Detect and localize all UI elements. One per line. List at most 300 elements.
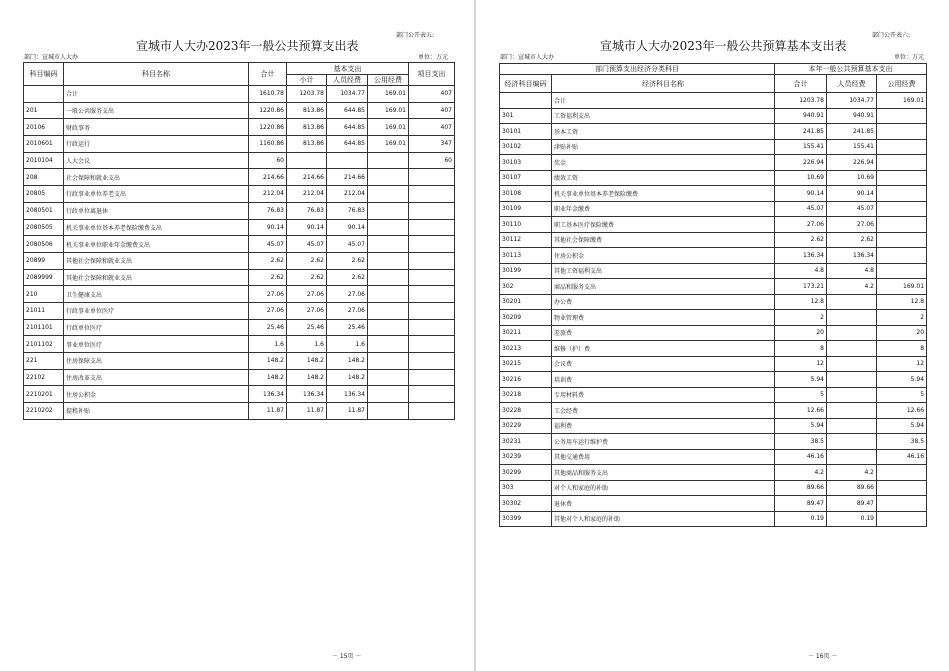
cell-code: 2010601 bbox=[24, 136, 64, 153]
cell-code: 2080506 bbox=[24, 236, 64, 253]
cell-personnel: 2.62 bbox=[327, 269, 368, 286]
cell-name: 行政事业单位养老支出 bbox=[64, 186, 249, 203]
header-code: 科目编码 bbox=[24, 63, 64, 86]
cell-code: 30107 bbox=[500, 170, 552, 186]
cell-name: 其他社会保障和就业支出 bbox=[64, 269, 249, 286]
cell-public bbox=[368, 302, 409, 319]
cell-public: 12.66 bbox=[877, 403, 927, 419]
cell-name: 公务用车运行维护费 bbox=[552, 434, 775, 450]
cell-personnel: 226.94 bbox=[827, 155, 877, 171]
cell-public bbox=[368, 286, 409, 303]
cell-name: 差旅费 bbox=[552, 325, 775, 341]
header-personnel: 人员经费 bbox=[327, 75, 368, 86]
cell-public bbox=[877, 232, 927, 248]
cell-name: 维修（护）费 bbox=[552, 341, 775, 357]
cell-total: 148.2 bbox=[249, 353, 287, 370]
table-body bbox=[500, 93, 927, 527]
header-subtotal: 小计 bbox=[287, 75, 327, 86]
cell-personnel: 644.85 bbox=[327, 119, 368, 136]
cell-project bbox=[409, 302, 455, 319]
cell-total: 1160.86 bbox=[249, 136, 287, 153]
cell-code: 30215 bbox=[500, 356, 552, 372]
cell-public bbox=[368, 169, 409, 186]
cell-public bbox=[368, 186, 409, 203]
cell-subtotal bbox=[287, 152, 327, 169]
cell-total: 212.04 bbox=[249, 186, 287, 203]
table-row bbox=[24, 152, 455, 169]
cell-public bbox=[368, 202, 409, 219]
cell-project bbox=[409, 319, 455, 336]
cell-code: 2210202 bbox=[24, 403, 64, 420]
cell-personnel: 76.83 bbox=[327, 202, 368, 219]
cell-total: 1220.86 bbox=[249, 119, 287, 136]
cell-personnel: 2.62 bbox=[327, 252, 368, 269]
table-row bbox=[500, 170, 927, 186]
cell-public bbox=[877, 201, 927, 217]
table-row bbox=[24, 102, 455, 119]
cell-public bbox=[368, 369, 409, 386]
cell-personnel: 0.19 bbox=[827, 511, 877, 527]
table-row bbox=[500, 201, 927, 217]
cell-public bbox=[368, 403, 409, 420]
cell-total: 241.85 bbox=[775, 124, 827, 140]
cell-public: 5.94 bbox=[877, 372, 927, 388]
cell-personnel: 1034.77 bbox=[827, 93, 877, 109]
table-row bbox=[24, 302, 455, 319]
cell-total: 4.2 bbox=[775, 465, 827, 481]
cell-subtotal: 11.87 bbox=[287, 403, 327, 420]
table-row bbox=[24, 319, 455, 336]
cell-public bbox=[877, 511, 927, 527]
header-name: 经济科目名称 bbox=[552, 75, 775, 93]
cell-personnel: 241.85 bbox=[827, 124, 877, 140]
table-row bbox=[500, 139, 927, 155]
cell-name: 福利费 bbox=[552, 418, 775, 434]
cell-code: 30399 bbox=[500, 511, 552, 527]
cell-code: 20805 bbox=[24, 186, 64, 203]
cell-subtotal: 148.2 bbox=[287, 353, 327, 370]
cell-personnel bbox=[827, 310, 877, 326]
table-row bbox=[24, 269, 455, 286]
cell-public: 12.8 bbox=[877, 294, 927, 310]
cell-total: 148.2 bbox=[249, 369, 287, 386]
cell-name: 提租补贴 bbox=[64, 403, 249, 420]
page-title: 宣城市人大办2023年一般公共预算基本支出表 bbox=[600, 39, 847, 53]
cell-personnel: 644.85 bbox=[327, 136, 368, 153]
cell-total: 38.5 bbox=[775, 434, 827, 450]
cell-personnel: 4.8 bbox=[827, 263, 877, 279]
header-total: 合计 bbox=[249, 63, 287, 86]
cell-public: 38.5 bbox=[877, 434, 927, 450]
cell-name: 财政事务 bbox=[64, 119, 249, 136]
table-row bbox=[500, 124, 927, 140]
cell-total: 45.07 bbox=[249, 236, 287, 253]
cell-public: 169.01 bbox=[877, 279, 927, 295]
cell-code: 30299 bbox=[500, 465, 552, 481]
cell-subtotal: 25.46 bbox=[287, 319, 327, 336]
table-row bbox=[500, 480, 927, 496]
cell-code: 30201 bbox=[500, 294, 552, 310]
table-row bbox=[500, 155, 927, 171]
cell-personnel: 212.04 bbox=[327, 186, 368, 203]
cell-total: 12.66 bbox=[775, 403, 827, 419]
header-public: 公用经费 bbox=[368, 75, 409, 86]
cell-public bbox=[368, 152, 409, 169]
cell-name: 职业年金缴费 bbox=[552, 201, 775, 217]
cell-total: 89.66 bbox=[775, 480, 827, 496]
cell-personnel: 27.06 bbox=[327, 286, 368, 303]
cell-public bbox=[877, 139, 927, 155]
cell-public bbox=[368, 252, 409, 269]
cell-public: 8 bbox=[877, 341, 927, 357]
table-row bbox=[24, 169, 455, 186]
cell-code: 30231 bbox=[500, 434, 552, 450]
cell-total: 5 bbox=[775, 387, 827, 403]
cell-code: 2080505 bbox=[24, 219, 64, 236]
table-row bbox=[500, 93, 927, 109]
cell-code: 30302 bbox=[500, 496, 552, 512]
table-row bbox=[500, 263, 927, 279]
cell-total: 20 bbox=[775, 325, 827, 341]
cell-code: 30229 bbox=[500, 418, 552, 434]
cell-name: 行政单位离退休 bbox=[64, 202, 249, 219]
cell-name: 住房改革支出 bbox=[64, 369, 249, 386]
table-row bbox=[500, 465, 927, 481]
cell-total: 1.6 bbox=[249, 336, 287, 353]
cell-name: 行政事业单位医疗 bbox=[64, 302, 249, 319]
cell-code bbox=[500, 93, 552, 109]
cell-subtotal: 1203.78 bbox=[287, 86, 327, 103]
cell-public bbox=[368, 319, 409, 336]
cell-public bbox=[877, 496, 927, 512]
cell-code: 30211 bbox=[500, 325, 552, 341]
cell-public: 169.01 bbox=[368, 86, 409, 103]
table-row bbox=[500, 403, 927, 419]
table-row bbox=[500, 248, 927, 264]
cell-code: 2101102 bbox=[24, 336, 64, 353]
cell-name: 社会保障和就业支出 bbox=[64, 169, 249, 186]
cell-code: 30101 bbox=[500, 124, 552, 140]
table-row bbox=[24, 403, 455, 420]
table-row bbox=[500, 310, 927, 326]
cell-total: 1220.86 bbox=[249, 102, 287, 119]
cell-total: 5.94 bbox=[775, 372, 827, 388]
cell-public bbox=[877, 108, 927, 124]
page-number: － 15页 － bbox=[332, 653, 362, 660]
cell-total: 940.91 bbox=[775, 108, 827, 124]
cell-personnel bbox=[827, 434, 877, 450]
cell-name: 机关事业单位基本养老保险缴费支出 bbox=[64, 219, 249, 236]
table-tag: 部门公开表五: bbox=[396, 32, 435, 39]
cell-personnel bbox=[827, 341, 877, 357]
cell-subtotal: 212.04 bbox=[287, 186, 327, 203]
cell-public bbox=[368, 269, 409, 286]
cell-project bbox=[409, 186, 455, 203]
cell-name: 退休费 bbox=[552, 496, 775, 512]
cell-public bbox=[877, 170, 927, 186]
cell-subtotal: 148.2 bbox=[287, 369, 327, 386]
cell-total: 173.21 bbox=[775, 279, 827, 295]
cell-public bbox=[877, 124, 927, 140]
cell-code: 30108 bbox=[500, 186, 552, 202]
cell-name: 津贴补贴 bbox=[552, 139, 775, 155]
cell-code: 30102 bbox=[500, 139, 552, 155]
basic-expenditure-table bbox=[499, 63, 927, 527]
cell-code: 210 bbox=[24, 286, 64, 303]
cell-subtotal: 214.66 bbox=[287, 169, 327, 186]
cell-total: 214.66 bbox=[249, 169, 287, 186]
cell-project bbox=[409, 236, 455, 253]
cell-total: 76.83 bbox=[249, 202, 287, 219]
cell-name: 其他社会保障和就业支出 bbox=[64, 252, 249, 269]
header-group-left: 部门预算支出经济分类科目 bbox=[500, 64, 775, 75]
cell-personnel: 155.41 bbox=[827, 139, 877, 155]
cell-name: 合计 bbox=[64, 86, 249, 103]
cell-personnel: 940.91 bbox=[827, 108, 877, 124]
cell-subtotal: 813.86 bbox=[287, 102, 327, 119]
cell-personnel bbox=[827, 387, 877, 403]
cell-code: 20106 bbox=[24, 119, 64, 136]
cell-personnel: 4.2 bbox=[827, 465, 877, 481]
cell-name: 对个人和家庭的补助 bbox=[552, 480, 775, 496]
header-total: 合计 bbox=[775, 75, 827, 93]
cell-name: 职工基本医疗保险缴费 bbox=[552, 217, 775, 233]
header-group-right: 本年一般公共预算基本支出 bbox=[775, 64, 927, 75]
cell-personnel: 11.87 bbox=[327, 403, 368, 420]
cell-public bbox=[368, 353, 409, 370]
cell-public: 2 bbox=[877, 310, 927, 326]
cell-total: 11.87 bbox=[249, 403, 287, 420]
cell-total: 136.34 bbox=[249, 386, 287, 403]
cell-total: 12.8 bbox=[775, 294, 827, 310]
table-row bbox=[24, 86, 455, 103]
cell-personnel: 214.66 bbox=[327, 169, 368, 186]
cell-code: 30239 bbox=[500, 449, 552, 465]
table-row bbox=[24, 136, 455, 153]
table-row bbox=[500, 356, 927, 372]
page-right bbox=[476, 0, 949, 671]
cell-public: 20 bbox=[877, 325, 927, 341]
cell-public bbox=[877, 263, 927, 279]
cell-public bbox=[368, 336, 409, 353]
cell-public: 46.16 bbox=[877, 449, 927, 465]
cell-personnel bbox=[827, 372, 877, 388]
table-row bbox=[500, 372, 927, 388]
header-name: 科目名称 bbox=[64, 63, 249, 86]
table-row bbox=[24, 186, 455, 203]
cell-code: 2101101 bbox=[24, 319, 64, 336]
cell-name: 卫生健康支出 bbox=[64, 286, 249, 303]
cell-total: 1203.78 bbox=[775, 93, 827, 109]
cell-public bbox=[877, 480, 927, 496]
table-row bbox=[500, 496, 927, 512]
cell-code: 20899 bbox=[24, 252, 64, 269]
cell-code: 2089999 bbox=[24, 269, 64, 286]
table-row bbox=[500, 186, 927, 202]
cell-public: 169.01 bbox=[368, 136, 409, 153]
cell-public: 169.01 bbox=[368, 119, 409, 136]
cell-code: 21011 bbox=[24, 302, 64, 319]
cell-code: 30103 bbox=[500, 155, 552, 171]
cell-name: 绩效工资 bbox=[552, 170, 775, 186]
cell-project bbox=[409, 252, 455, 269]
cell-name: 住房公积金 bbox=[64, 386, 249, 403]
cell-subtotal: 813.86 bbox=[287, 119, 327, 136]
cell-name: 其他交通费用 bbox=[552, 449, 775, 465]
cell-project: 347 bbox=[409, 136, 455, 153]
cell-total: 155.41 bbox=[775, 139, 827, 155]
cell-name: 事业单位医疗 bbox=[64, 336, 249, 353]
cell-personnel bbox=[827, 325, 877, 341]
cell-personnel: 148.2 bbox=[327, 369, 368, 386]
cell-name: 商品和服务支出 bbox=[552, 279, 775, 295]
table-row bbox=[500, 294, 927, 310]
cell-code: 303 bbox=[500, 480, 552, 496]
header-public: 公用经费 bbox=[877, 75, 927, 93]
cell-public bbox=[877, 465, 927, 481]
cell-personnel: 1.6 bbox=[327, 336, 368, 353]
table-row bbox=[24, 336, 455, 353]
cell-public bbox=[877, 248, 927, 264]
cell-name: 奖金 bbox=[552, 155, 775, 171]
cell-code: 208 bbox=[24, 169, 64, 186]
cell-subtotal: 76.83 bbox=[287, 202, 327, 219]
cell-personnel: 90.14 bbox=[327, 219, 368, 236]
cell-project bbox=[409, 403, 455, 420]
cell-personnel: 4.2 bbox=[827, 279, 877, 295]
cell-public: 169.01 bbox=[877, 93, 927, 109]
cell-total: 46.16 bbox=[775, 449, 827, 465]
cell-personnel: 1034.77 bbox=[327, 86, 368, 103]
table-row bbox=[500, 418, 927, 434]
cell-code: 221 bbox=[24, 353, 64, 370]
cell-public bbox=[877, 217, 927, 233]
cell-public bbox=[368, 236, 409, 253]
cell-code: 30216 bbox=[500, 372, 552, 388]
table-row bbox=[500, 449, 927, 465]
cell-subtotal: 45.07 bbox=[287, 236, 327, 253]
cell-total: 2.62 bbox=[249, 269, 287, 286]
cell-name: 物业管理费 bbox=[552, 310, 775, 326]
table-row bbox=[24, 236, 455, 253]
cell-name: 一般公共服务支出 bbox=[64, 102, 249, 119]
cell-public bbox=[877, 186, 927, 202]
cell-total: 12 bbox=[775, 356, 827, 372]
cell-code: 2010104 bbox=[24, 152, 64, 169]
cell-public bbox=[877, 155, 927, 171]
cell-project: 407 bbox=[409, 119, 455, 136]
cell-total: 27.06 bbox=[249, 302, 287, 319]
cell-project bbox=[409, 202, 455, 219]
cell-project: 407 bbox=[409, 86, 455, 103]
header-project: 项目支出 bbox=[409, 63, 455, 86]
cell-personnel: 45.07 bbox=[827, 201, 877, 217]
cell-total: 136.34 bbox=[775, 248, 827, 264]
table-row bbox=[24, 219, 455, 236]
cell-total: 89.47 bbox=[775, 496, 827, 512]
cell-project bbox=[409, 386, 455, 403]
cell-public: 5 bbox=[877, 387, 927, 403]
cell-total: 5.94 bbox=[775, 418, 827, 434]
cell-total: 0.19 bbox=[775, 511, 827, 527]
cell-name: 合计 bbox=[552, 93, 775, 109]
cell-personnel: 27.06 bbox=[327, 302, 368, 319]
cell-name: 人大会议 bbox=[64, 152, 249, 169]
cell-code: 301 bbox=[500, 108, 552, 124]
cell-total: 25.46 bbox=[249, 319, 287, 336]
department-label: 部门：宣城市人大办 bbox=[24, 54, 79, 61]
cell-public: 169.01 bbox=[368, 102, 409, 119]
table-body bbox=[24, 86, 455, 420]
department-label: 部门：宣城市人大办 bbox=[500, 54, 555, 61]
cell-personnel: 45.07 bbox=[327, 236, 368, 253]
table-row bbox=[500, 387, 927, 403]
cell-name: 行政运行 bbox=[64, 136, 249, 153]
cell-total: 27.06 bbox=[249, 286, 287, 303]
cell-personnel: 2.62 bbox=[827, 232, 877, 248]
cell-personnel: 644.85 bbox=[327, 102, 368, 119]
cell-name: 工资福利支出 bbox=[552, 108, 775, 124]
cell-public: 12 bbox=[877, 356, 927, 372]
cell-name: 机关事业单位基本养老保险缴费 bbox=[552, 186, 775, 202]
table-row bbox=[500, 232, 927, 248]
cell-personnel bbox=[827, 294, 877, 310]
cell-name: 培训费 bbox=[552, 372, 775, 388]
table-row bbox=[500, 108, 927, 124]
cell-total: 10.69 bbox=[775, 170, 827, 186]
cell-total: 2 bbox=[775, 310, 827, 326]
cell-code: 30113 bbox=[500, 248, 552, 264]
table-row bbox=[24, 369, 455, 386]
page-number: － 16页 － bbox=[808, 653, 838, 660]
cell-subtotal: 27.06 bbox=[287, 286, 327, 303]
cell-subtotal: 27.06 bbox=[287, 302, 327, 319]
cell-personnel bbox=[827, 403, 877, 419]
table-row bbox=[24, 252, 455, 269]
table-row bbox=[24, 202, 455, 219]
cell-name: 行政单位医疗 bbox=[64, 319, 249, 336]
cell-code: 30228 bbox=[500, 403, 552, 419]
cell-code: 201 bbox=[24, 102, 64, 119]
cell-public bbox=[368, 219, 409, 236]
cell-total: 60 bbox=[249, 152, 287, 169]
cell-code: 2210201 bbox=[24, 386, 64, 403]
cell-code: 30109 bbox=[500, 201, 552, 217]
table-row bbox=[500, 279, 927, 295]
cell-subtotal: 2.62 bbox=[287, 252, 327, 269]
cell-name: 机关事业单位职业年金缴费支出 bbox=[64, 236, 249, 253]
table-row bbox=[500, 434, 927, 450]
cell-project bbox=[409, 369, 455, 386]
cell-code: 30213 bbox=[500, 341, 552, 357]
cell-project bbox=[409, 219, 455, 236]
cell-name: 其他工资福利支出 bbox=[552, 263, 775, 279]
cell-subtotal: 2.62 bbox=[287, 269, 327, 286]
cell-total: 226.94 bbox=[775, 155, 827, 171]
cell-personnel bbox=[827, 449, 877, 465]
table-row bbox=[500, 341, 927, 357]
header-basic: 基本支出 bbox=[287, 63, 409, 75]
cell-personnel: 148.2 bbox=[327, 353, 368, 370]
cell-total: 4.8 bbox=[775, 263, 827, 279]
header-code: 经济科目编码 bbox=[500, 75, 552, 93]
cell-name: 住房公积金 bbox=[552, 248, 775, 264]
cell-personnel: 136.34 bbox=[827, 248, 877, 264]
cell-personnel bbox=[327, 152, 368, 169]
cell-project bbox=[409, 353, 455, 370]
cell-name: 基本工资 bbox=[552, 124, 775, 140]
cell-total: 8 bbox=[775, 341, 827, 357]
